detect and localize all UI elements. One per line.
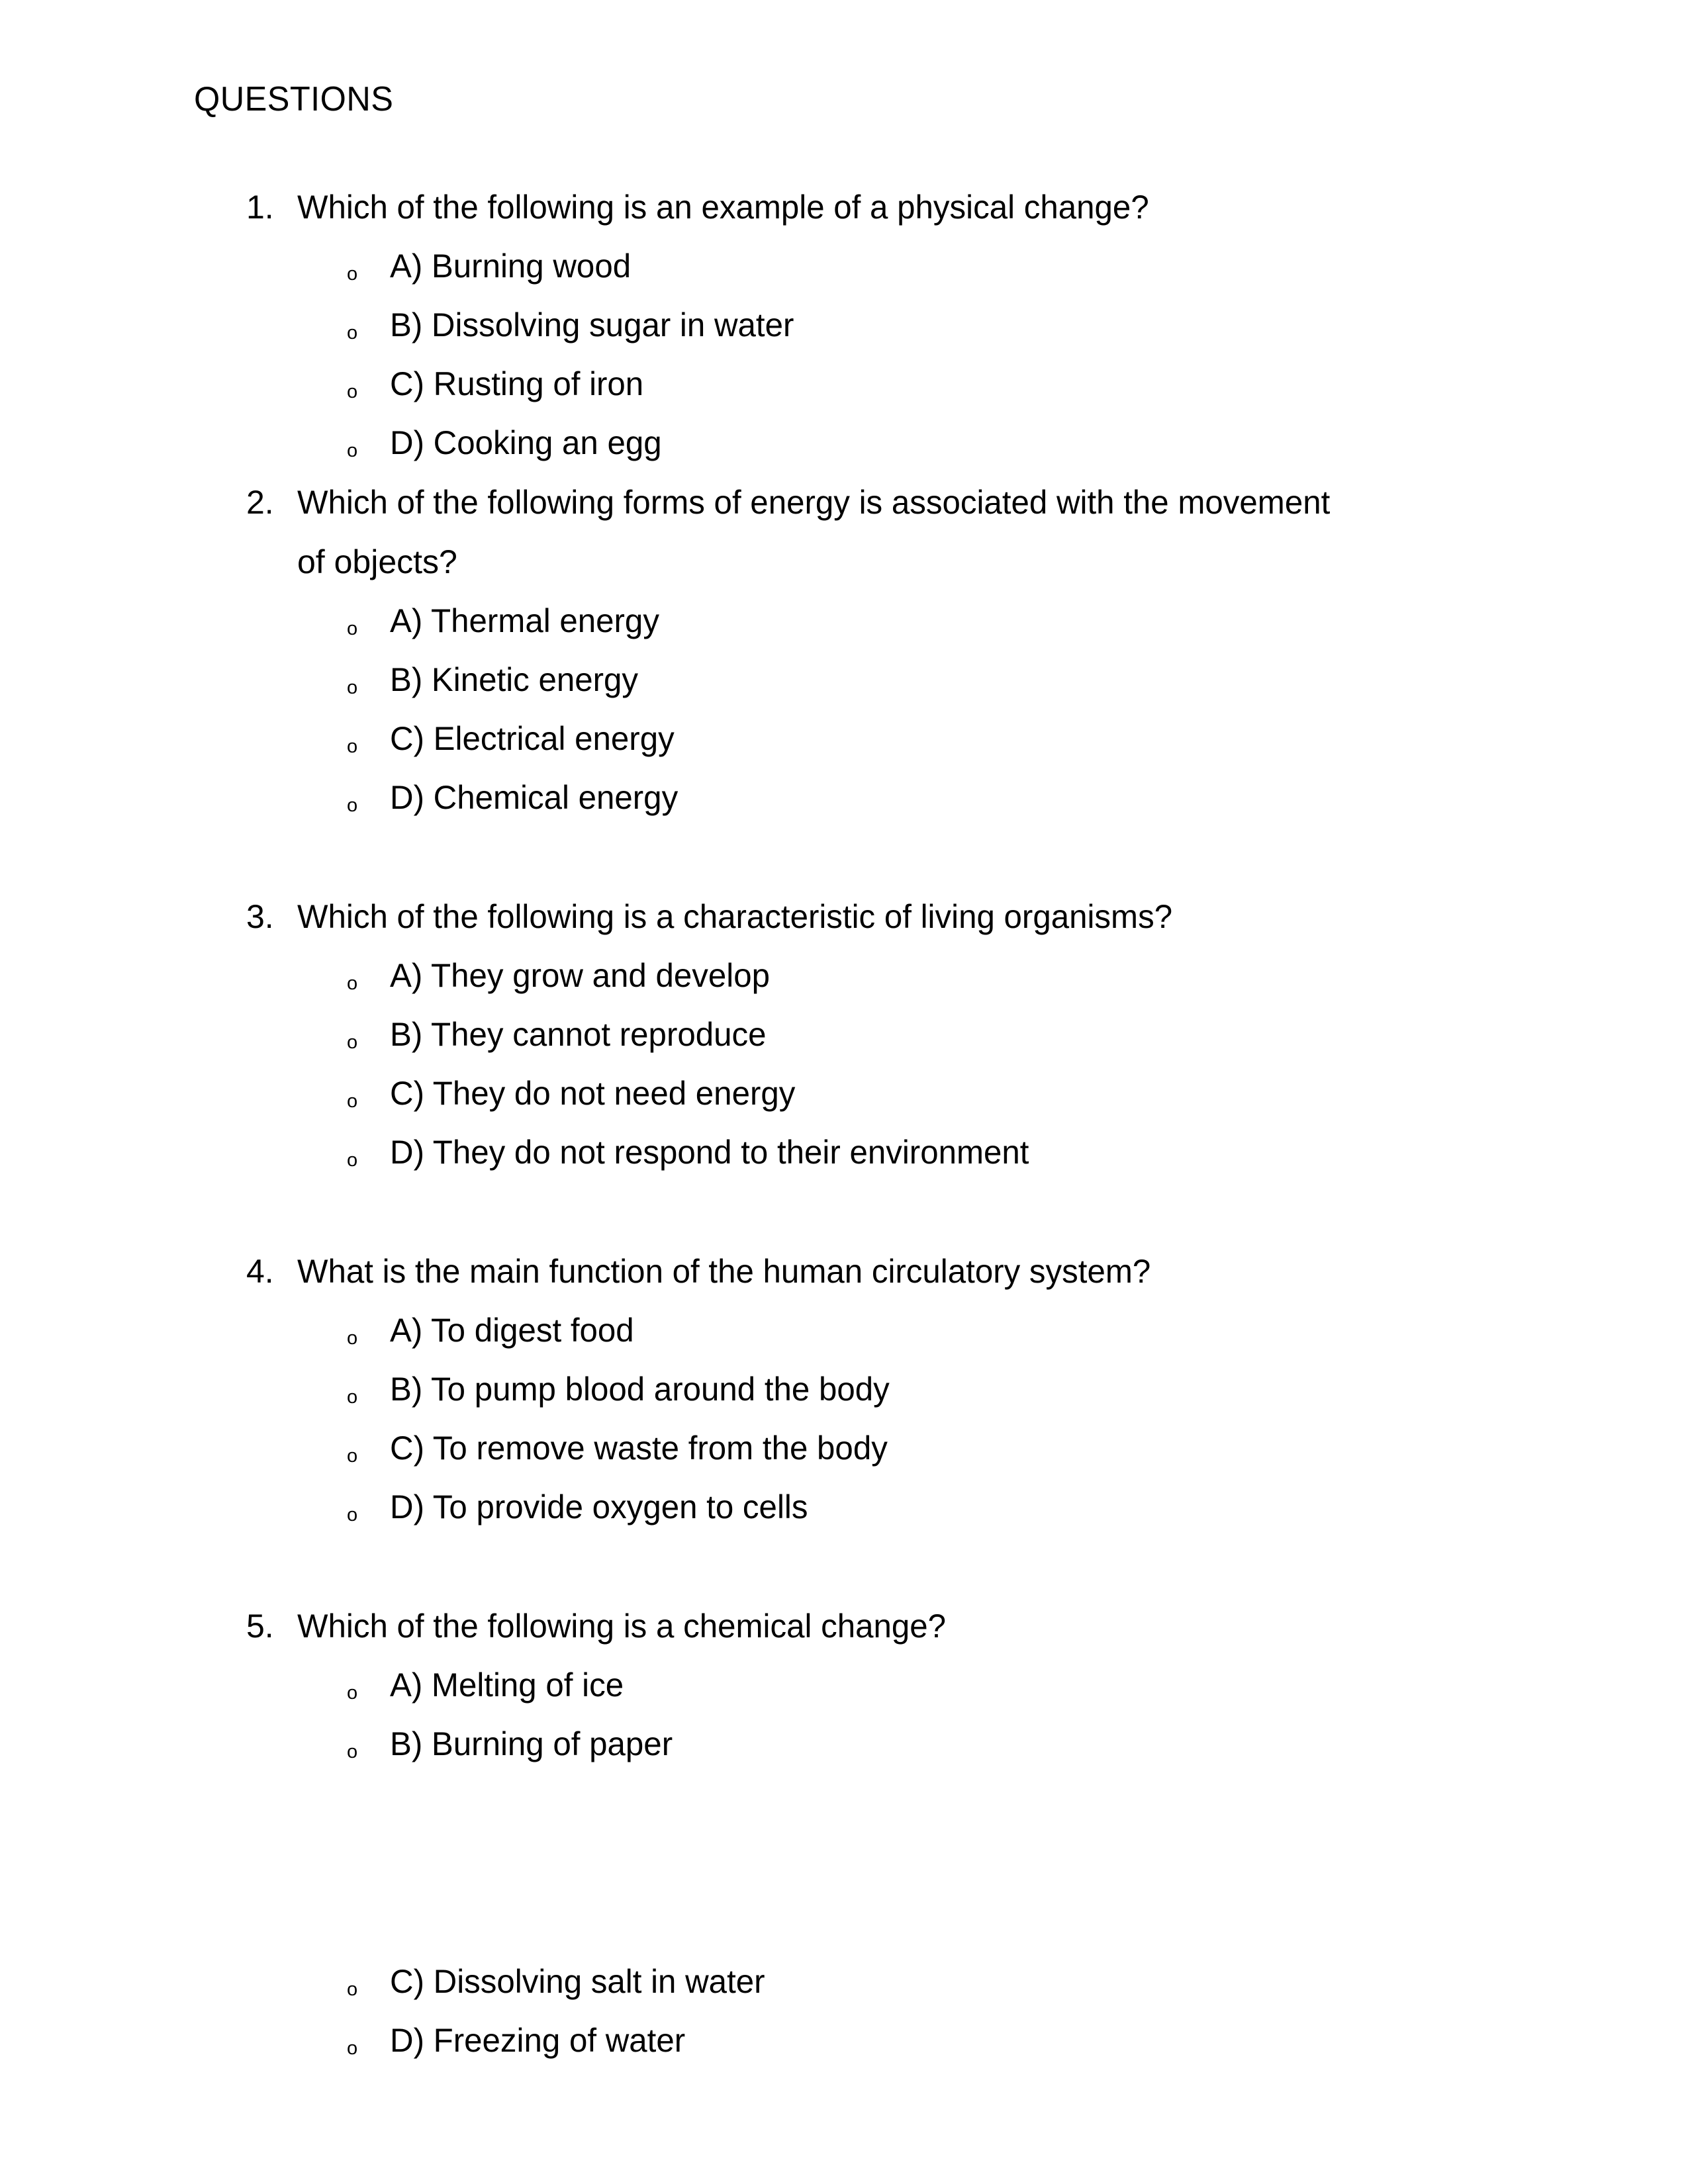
answer-option[interactable] (0, 414, 1688, 473)
answer-option-label: A) To digest food (390, 1312, 634, 1349)
circle-bullet-icon: o (347, 677, 358, 698)
question-heading (0, 887, 1688, 946)
question-text-continuation (0, 532, 1688, 592)
circle-bullet-icon: o (347, 1979, 358, 2000)
question-heading (0, 473, 1688, 532)
answer-option[interactable] (0, 1005, 1688, 1064)
circle-bullet-icon: o (347, 2038, 358, 2059)
answer-option[interactable] (0, 709, 1688, 768)
answer-option-label: A) Burning wood (390, 248, 632, 285)
answer-option-label: D) They do not respond to their environment (390, 1134, 1029, 1171)
answer-option[interactable] (0, 237, 1688, 296)
answer-option[interactable] (0, 355, 1688, 414)
answer-option[interactable] (0, 768, 1688, 827)
question-number: 4. (246, 1253, 274, 1290)
answer-option[interactable] (0, 2011, 1688, 2070)
blank-line (0, 1774, 1688, 1833)
answer-option-label: C) They do not need energy (390, 1075, 796, 1112)
answer-option-label: C) Rusting of iron (390, 365, 644, 402)
question-number: 3. (246, 898, 274, 935)
answer-option-label: A) Melting of ice (390, 1666, 624, 1704)
answer-option[interactable] (0, 1064, 1688, 1123)
answer-option[interactable] (0, 296, 1688, 355)
question-heading (0, 177, 1688, 237)
question-item (0, 887, 1688, 1182)
circle-bullet-icon: o (347, 263, 358, 285)
answer-option-label: A) They grow and develop (390, 957, 771, 994)
answer-option-label: B) Dissolving sugar in water (390, 306, 794, 343)
blank-line (0, 1537, 1688, 1596)
circle-bullet-icon: o (347, 322, 358, 343)
circle-bullet-icon: o (347, 1682, 358, 1704)
circle-bullet-icon: o (347, 1328, 358, 1349)
circle-bullet-icon: o (347, 795, 358, 816)
answer-option-label: D) Cooking an egg (390, 424, 662, 461)
answer-option-label: A) Thermal energy (390, 602, 659, 639)
answer-option-label: B) They cannot reproduce (390, 1016, 767, 1053)
circle-bullet-icon: o (347, 1741, 358, 1762)
question-continuation-text: of objects? (297, 543, 457, 580)
blank-line (0, 1182, 1688, 1242)
question-text: What is the main function of the human circulatory system? (297, 1253, 1151, 1290)
answer-option[interactable] (0, 1478, 1688, 1537)
page-title: QUESTIONS (194, 80, 394, 118)
question-heading (0, 1596, 1688, 1656)
answer-option[interactable] (0, 1123, 1688, 1182)
circle-bullet-icon: o (347, 440, 358, 461)
circle-bullet-icon: o (347, 1504, 358, 1525)
question-number: 2. (246, 484, 274, 521)
answer-option-label: B) To pump blood around the body (390, 1371, 890, 1408)
answer-option-label: B) Burning of paper (390, 1725, 673, 1762)
answer-option-label: B) Kinetic energy (390, 661, 639, 698)
circle-bullet-icon: o (347, 1445, 358, 1467)
answer-option[interactable] (0, 1952, 1688, 2011)
answer-option[interactable] (0, 651, 1688, 709)
question-number: 5. (246, 1608, 274, 1645)
question-text: Which of the following is a chemical change? (297, 1608, 947, 1645)
blank-line (0, 1833, 1688, 1893)
circle-bullet-icon: o (347, 381, 358, 402)
answer-option[interactable] (0, 592, 1688, 651)
answer-option[interactable] (0, 1360, 1688, 1419)
question-item (0, 1242, 1688, 1537)
circle-bullet-icon: o (347, 973, 358, 994)
questions-list (0, 177, 1688, 2070)
answer-option[interactable] (0, 946, 1688, 1005)
answer-option[interactable] (0, 1656, 1688, 1715)
blank-line (0, 827, 1688, 887)
circle-bullet-icon: o (347, 1150, 358, 1171)
answer-option[interactable] (0, 1301, 1688, 1360)
question-text: Which of the following forms of energy is associated with the movement (297, 484, 1331, 521)
circle-bullet-icon: o (347, 1091, 358, 1112)
circle-bullet-icon: o (347, 736, 358, 757)
answer-option[interactable] (0, 1715, 1688, 1774)
blank-line (0, 1893, 1688, 1952)
question-heading (0, 1242, 1688, 1301)
circle-bullet-icon: o (347, 1387, 358, 1408)
answer-option-label: D) To provide oxygen to cells (390, 1488, 808, 1525)
answer-option-label: C) Electrical energy (390, 720, 675, 757)
answer-option-label: D) Freezing of water (390, 2022, 686, 2059)
circle-bullet-icon: o (347, 618, 358, 639)
answer-option-label: C) To remove waste from the body (390, 1430, 888, 1467)
question-item (0, 473, 1688, 827)
circle-bullet-icon: o (347, 1032, 358, 1053)
question-number: 1. (246, 189, 274, 226)
question-text: Which of the following is an example of a physical change? (297, 189, 1149, 226)
question-item (0, 1596, 1688, 2070)
question-text: Which of the following is a characteristic of living organisms? (297, 898, 1173, 935)
question-item (0, 177, 1688, 473)
answer-option-label: C) Dissolving salt in water (390, 1963, 765, 2000)
answer-option[interactable] (0, 1419, 1688, 1478)
answer-option-label: D) Chemical energy (390, 779, 679, 816)
